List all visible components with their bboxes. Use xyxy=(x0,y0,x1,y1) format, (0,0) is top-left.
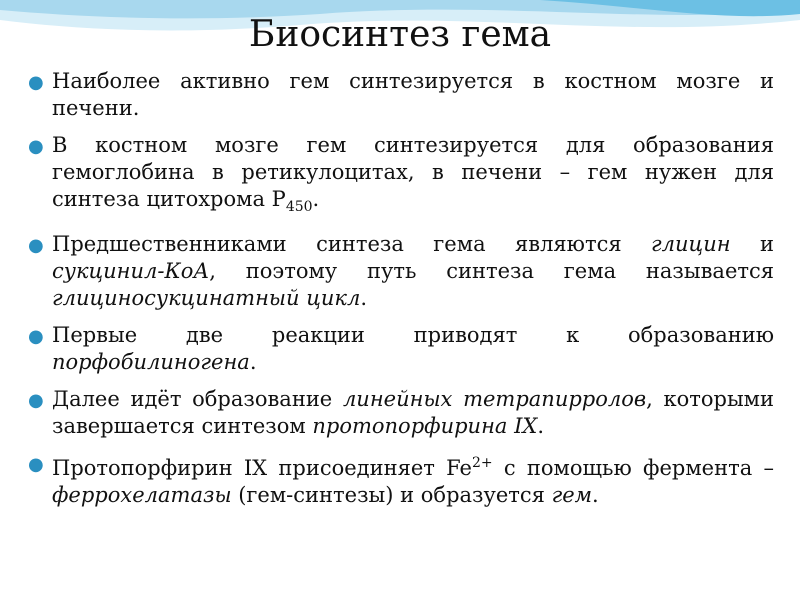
bullet-icon: ● xyxy=(28,72,44,93)
list-item: ● Первые две реакции приводят к образованию порфобилиногена. xyxy=(28,323,774,375)
list-item: ● Наиболее активно гем синтезируется в костном мозге и печени. xyxy=(28,69,774,120)
bullet-icon: ● xyxy=(28,390,44,412)
list-item: ● В костном мозге гем синтезируется для образования гемоглобина в ретикулоцитах, в печени – гем нужен для синтеза цитохрома $Р_{450}$. xyxy=(28,133,774,216)
bullet-icon: ● xyxy=(28,136,44,157)
bullet-icon: ● xyxy=(28,326,44,348)
bullet-icon: ● xyxy=(28,454,44,476)
bullet-list xyxy=(28,68,774,519)
bullet-icon: ● xyxy=(28,235,44,257)
list-item: ● Далее идёт образование линейных тетрапирролов, которыми завершается синтезом протопорфирина IX. xyxy=(28,387,775,439)
page-title: Биосинтез гема xyxy=(248,14,552,55)
list-item: ● Предшественниками синтеза гема являются глицин и сукцинил-КоА, поэтому путь синтеза гема называется глициносукцинатный цикл. xyxy=(28,232,774,311)
list-item: ● Протопорфирин IX присоединяет $Fe^{2+}$ с помощью фермента – феррохелатазы (гем-синтезы) и образуется гем. xyxy=(28,450,774,509)
